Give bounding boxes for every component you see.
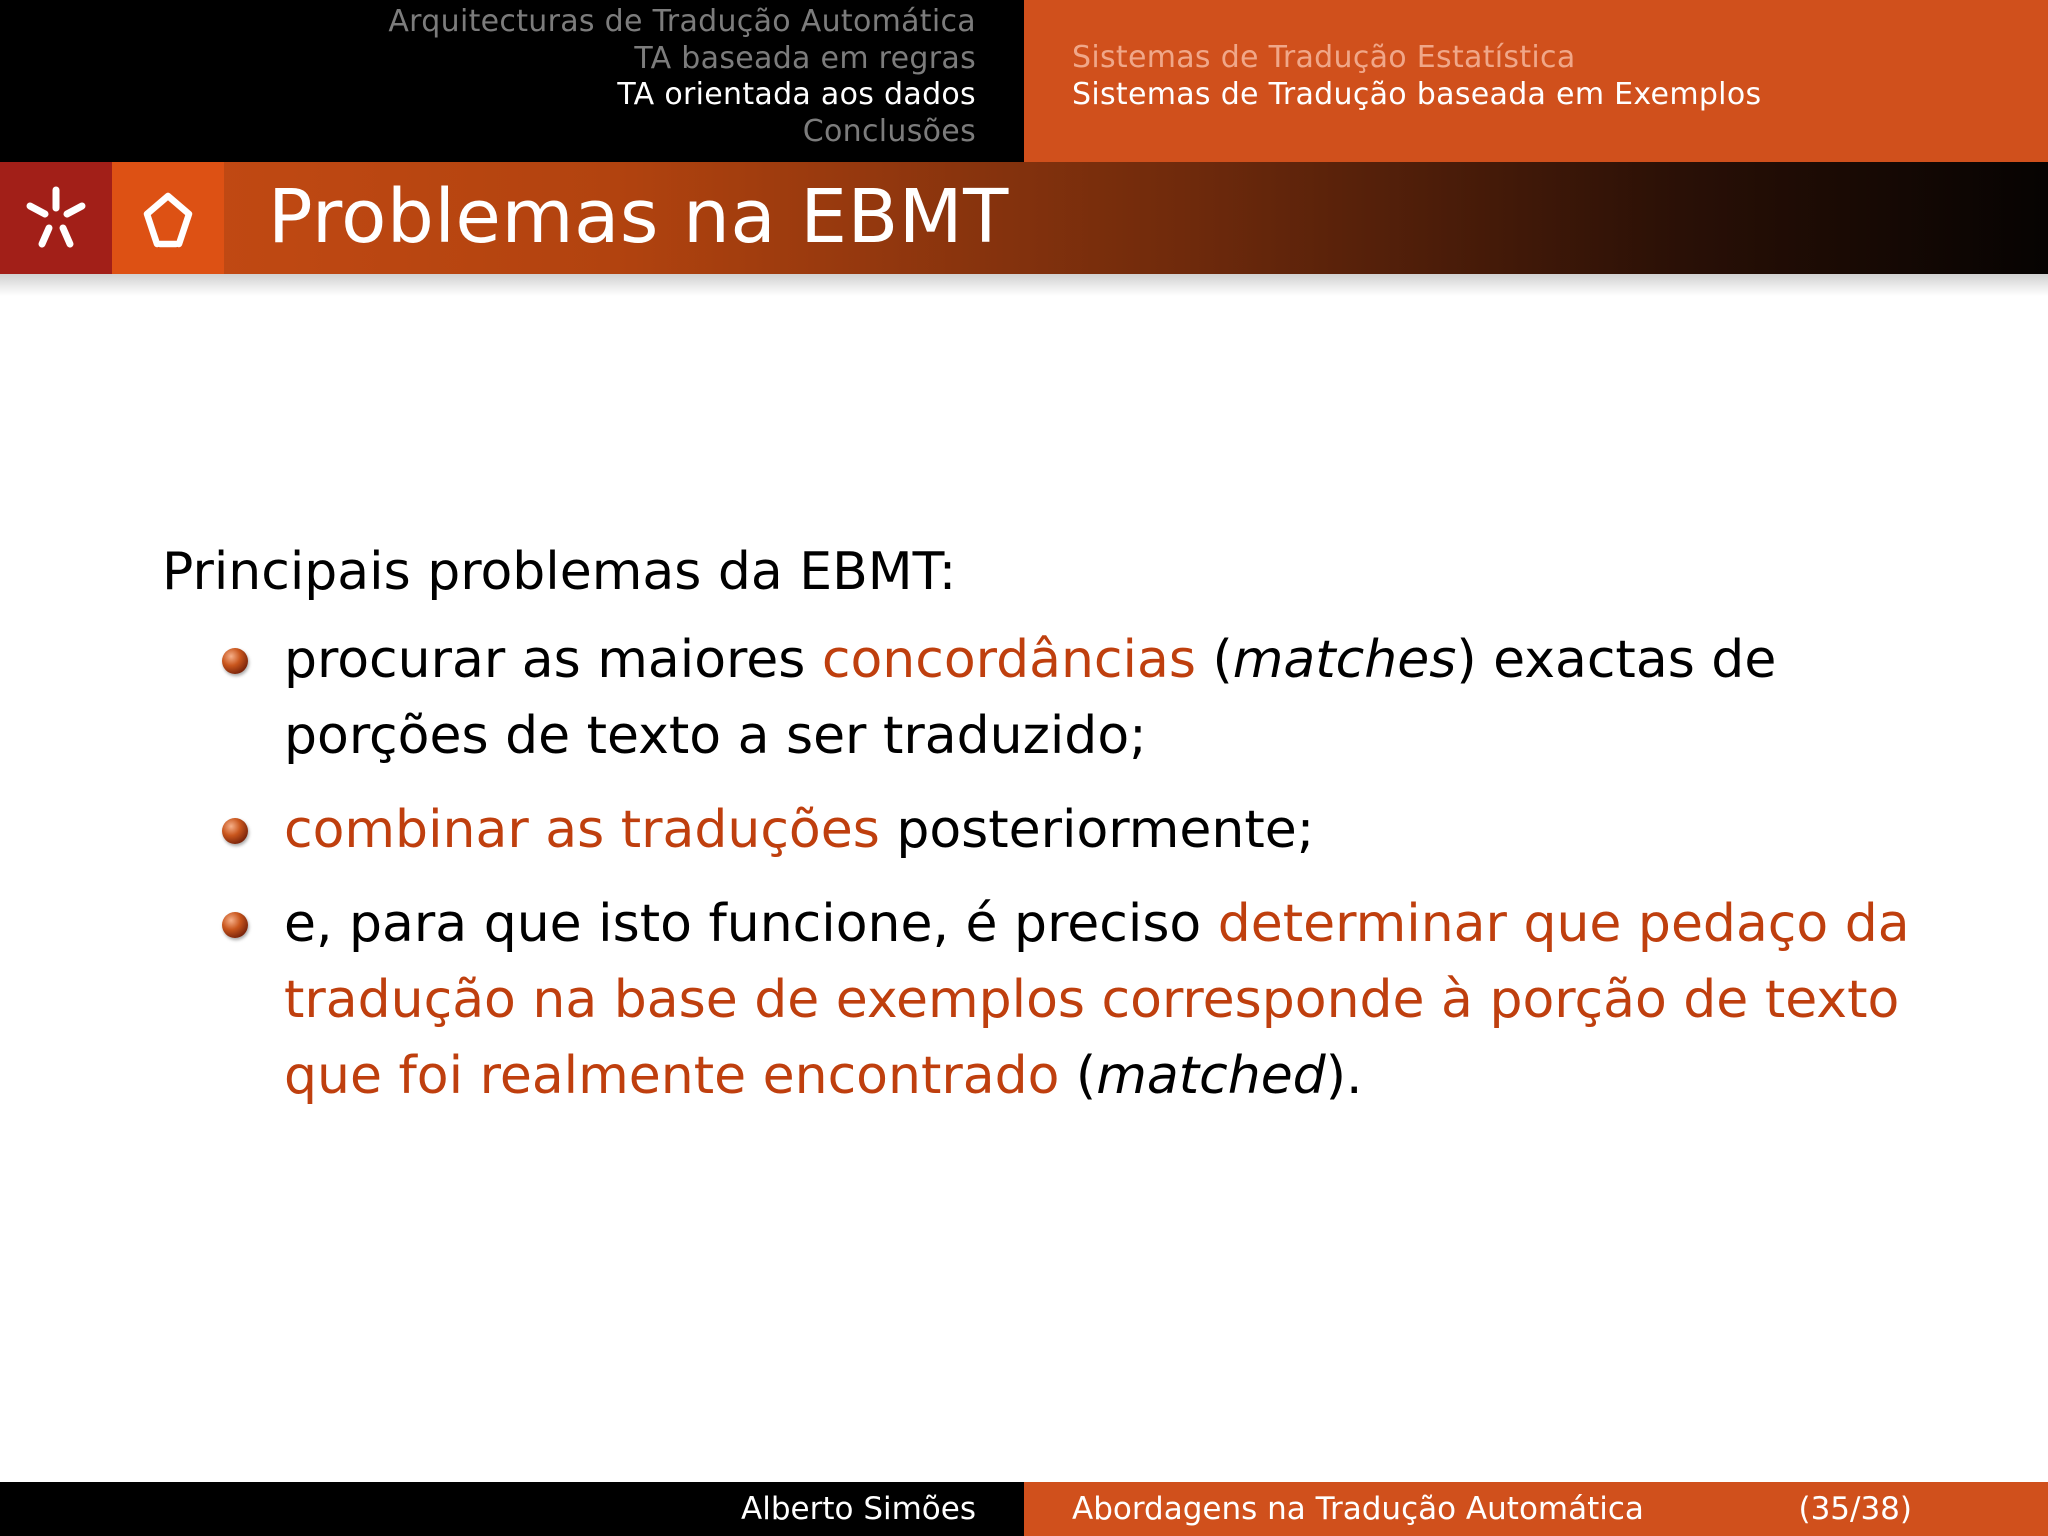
footer-page-number: (35/38) [1798, 1491, 1912, 1527]
nav-section-link[interactable]: TA baseada em regras [634, 40, 976, 76]
nav-subsection-link[interactable]: Sistemas de Tradução Estatística [1072, 40, 1576, 75]
pentagon-logo-icon [112, 162, 224, 274]
list-item [162, 622, 1922, 774]
university-asterisk-logo-icon [0, 162, 112, 274]
university-logo [0, 162, 112, 274]
item-text: e, para que isto funcione, é preciso [284, 894, 1218, 954]
nav-section-link[interactable]: Arquitecturas de Tradução Automática [388, 4, 976, 39]
bullet-ball-icon [222, 912, 248, 938]
footer-author: Alberto Simões [741, 1491, 976, 1527]
highlighted-term: concordâncias [821, 630, 1196, 690]
list-item [162, 792, 1922, 868]
nav-section-link[interactable]: Conclusões [802, 113, 976, 149]
item-text: posteriormente; [879, 800, 1315, 860]
nav-subsection-link-active[interactable]: Sistemas de Tradução baseada em Exemplos [1072, 76, 1762, 112]
slide-title: Problemas na EBMT [268, 174, 1009, 260]
school-logo [112, 162, 224, 274]
footer-right [1024, 1482, 2048, 1536]
highlighted-term: determinar que pedaço da tradução na base de exemplos corresponde à porção de texto que foi realmente encontrado [284, 894, 1910, 1106]
emphasized-term: matches [1232, 630, 1457, 690]
item-text: ) exactas de porções de texto a ser traduzido; [284, 630, 1777, 766]
footer-left [0, 1482, 1024, 1536]
item-text: ( [1059, 1046, 1097, 1106]
item-text: procurar as maiores [284, 630, 822, 690]
footer-talk-title: Abordagens na Tradução Automática [1072, 1491, 1644, 1527]
subsection-navigation [1024, 0, 2048, 162]
section-navigation [0, 0, 1024, 162]
slide-content [162, 536, 1922, 1132]
emphasized-term: matched [1096, 1046, 1326, 1106]
title-bar-shadow [0, 274, 2048, 296]
bullet-ball-icon [222, 818, 248, 844]
item-text: ( [1195, 630, 1233, 690]
highlighted-term: combinar as traduções [284, 800, 880, 860]
bullet-ball-icon [222, 648, 248, 674]
list-item [162, 886, 1922, 1114]
nav-section-link-active[interactable]: TA orientada aos dados [617, 77, 976, 112]
intro-text: Principais problemas da EBMT: [162, 542, 957, 602]
item-text: ). [1325, 1046, 1363, 1106]
